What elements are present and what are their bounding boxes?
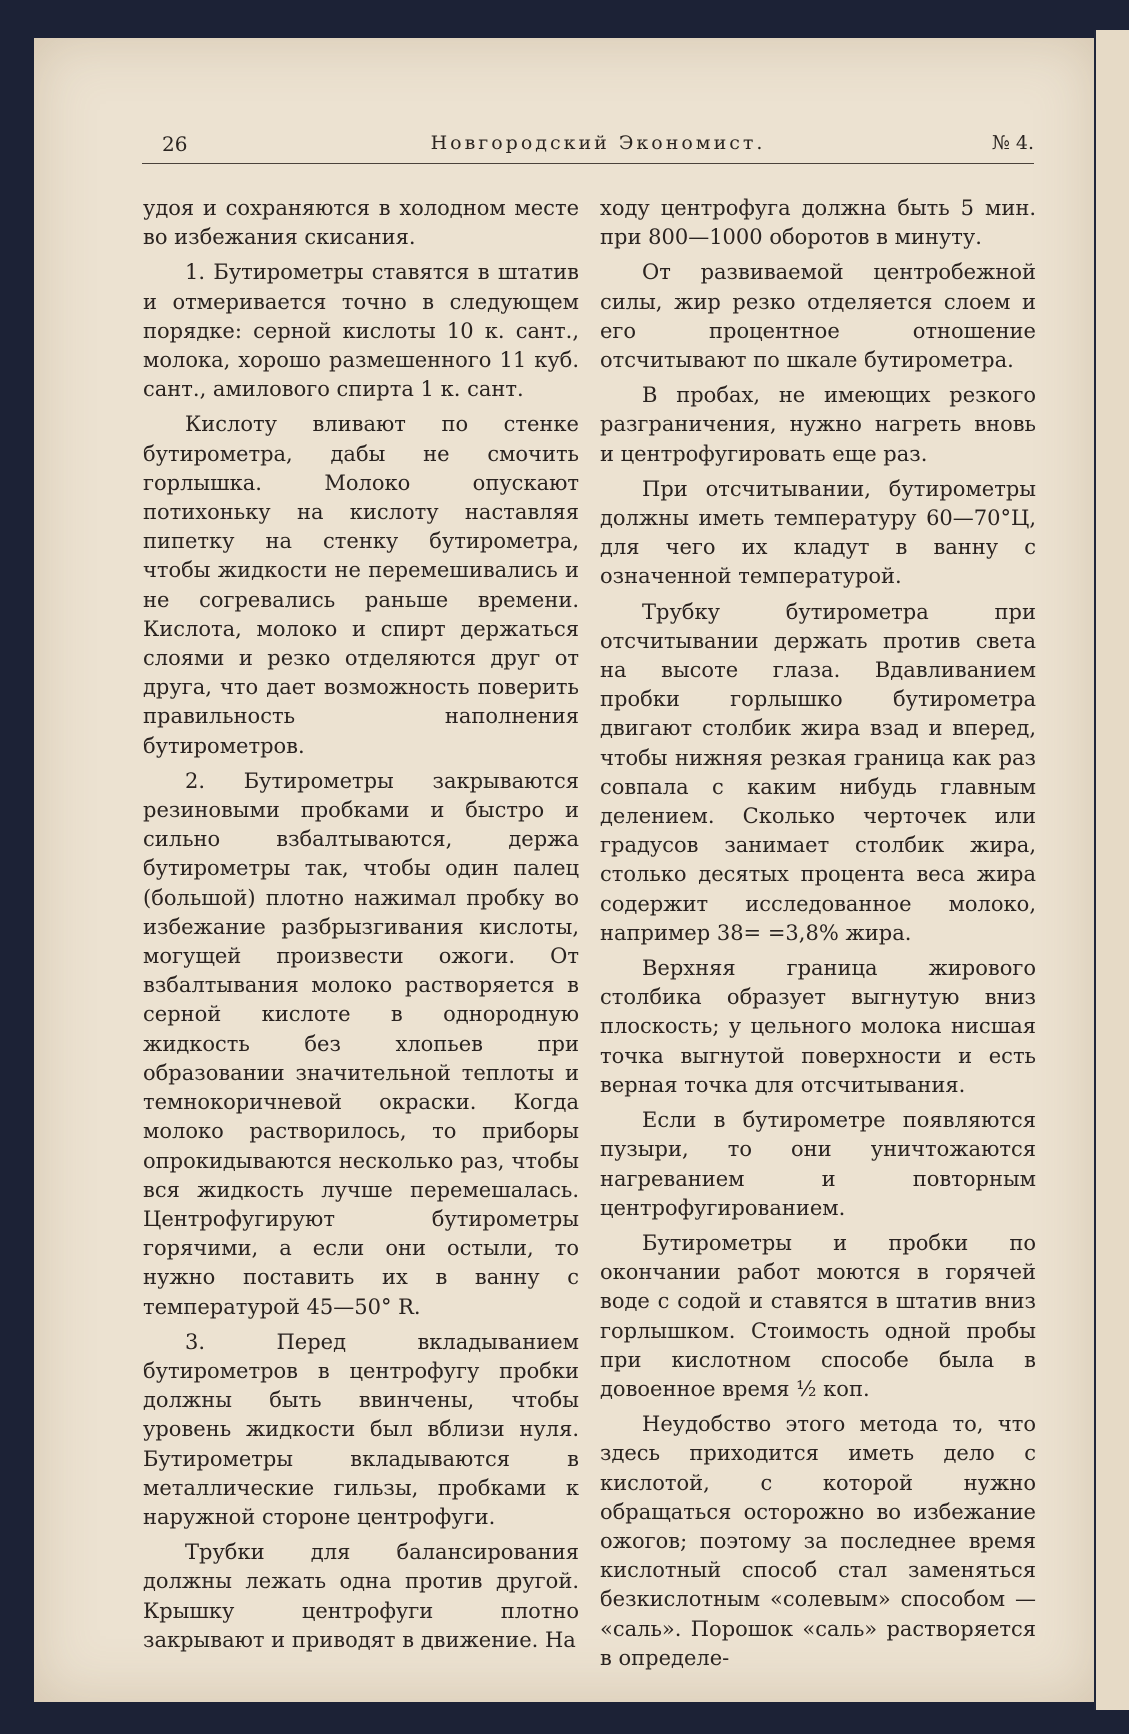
paragraph: Трубку бутирометра при отсчитывании держать против света на высоте глаза. Вдавливанием пробки горлышко бутирометра двигают столбик жира взад и вперед, чтобы нижняя резкая граница как раз совпала с каким нибудь главным делением. Сколько черточек или градусов занимает столбик жира, столько десятых процента веса жира содержит исследованное молоко, например 38= =3,8% жира. (600, 599, 1036, 945)
paragraph: В пробах, не имеющих резкого разграничения, нужно нагреть вновь и центрофугировать еще раз. (600, 383, 1036, 466)
next-page-edge (1096, 30, 1129, 1710)
paragraph: 2. Бутирометры закрываются резиновыми пробками и быстро и сильно взбалтываются, держа бутирометры так, чтобы один палец (большой) плотно нажимал пробку во избежание разбрызгивания кислоты, могущей произвести ожоги. От взбалтывания молоко растворяется в серной кислоте в однородную жидкость без хлопьев при образовании значительной теплоты и темнокоричневой окраски. Когда молоко растворилось, то приборы опрокидываются несколько раз, чтобы вся жидкость лучше перемешалась. Центрофугируют бутирометры горячими, а если они остыли, то нужно поставить их в ванну с температурой 45—50° R. (143, 768, 579, 1319)
paragraph: Верхняя граница жирового столбика образует выгнутую вниз плоскость; у цельного молока нисшая точка выгнутой поверхности и есть верная точка для отсчитывания. (600, 956, 1036, 1097)
paragraph: От развиваемой центробежной силы, жир резко отделяется слоем и его процентное отношение отсчитывают по шкале бутирометра. (600, 260, 1036, 373)
running-header (162, 128, 1034, 164)
paragraph: Неудобство этого метода то, что здесь приходится иметь дело с кислотой, с которой нужно обращаться осторожно во избежание ожогов; поэтому за последнее время кислотный способ стал заменяться безкислотным «солевым» способом — «саль». Порошок «саль» растворяется в определе- (600, 1412, 1036, 1670)
paragraph: При отсчитывании, бутирометры должны иметь температуру 60—70°Ц, для чего их кладут в ванну с означенной температурой. (600, 476, 1036, 589)
left-column (143, 194, 579, 1661)
page-number: 26 (162, 132, 188, 156)
paragraph: 3. Перед вкладыванием бутирометров в центрофугу пробки должны быть ввинчены, чтобы уровень жидкости был вблизи нуля. Бутирометры вкладываются в металлические гильзы, пробками к наружной стороне центрофуги. (143, 1329, 579, 1529)
paragraph: Если в бутирометре появляются пузыри, то они уничтожаются нагреванием и повторным центрофугированием. (600, 1108, 1036, 1220)
paragraph: 1. Бутирометры ставятся в штатив и отмеривается точно в следующем порядке: серной кислоты 10 к. сант., молока, хорошо размешенного 11 куб. сант., амилового спирта 1 к. сант. (143, 260, 579, 402)
right-column (600, 194, 1036, 1679)
paragraph: удоя и сохраняются в холодном месте во избежания скисания. (143, 196, 579, 250)
issue-number: № 4. (991, 132, 1034, 154)
paragraph: Трубки для балансирования должны лежать одна против другой. Крышку центрофуги плотно закрывают и приводят в движение. На (143, 1540, 579, 1652)
journal-title: Новгородский Экономист. (430, 132, 766, 154)
paragraph: Кислоту вливают по стенке бутирометра, дабы не смочить горлышка. Молоко опускают потихоньку на кислоту наставляя пипетку на стенку бутирометра, чтобы жидкости не перемешивались и не согревались раньше времени. Кислота, молоко и спирт держаться слоями и резко отделяются друг от друга, что дает возможность поверить правильность наполнения бутирометров. (143, 412, 579, 758)
paragraph: Бутирометры и пробки по окончании работ моются в горячей воде с содой и ставятся в штатив вниз горлышком. Стоимость одной пробы при кислотном способе была в довоенное время ½ коп. (600, 1230, 1036, 1401)
paragraph: ходу центрофуга должна быть 5 мин. при 800—1000 оборотов в минуту. (600, 196, 1036, 250)
header-rule (142, 163, 1034, 164)
